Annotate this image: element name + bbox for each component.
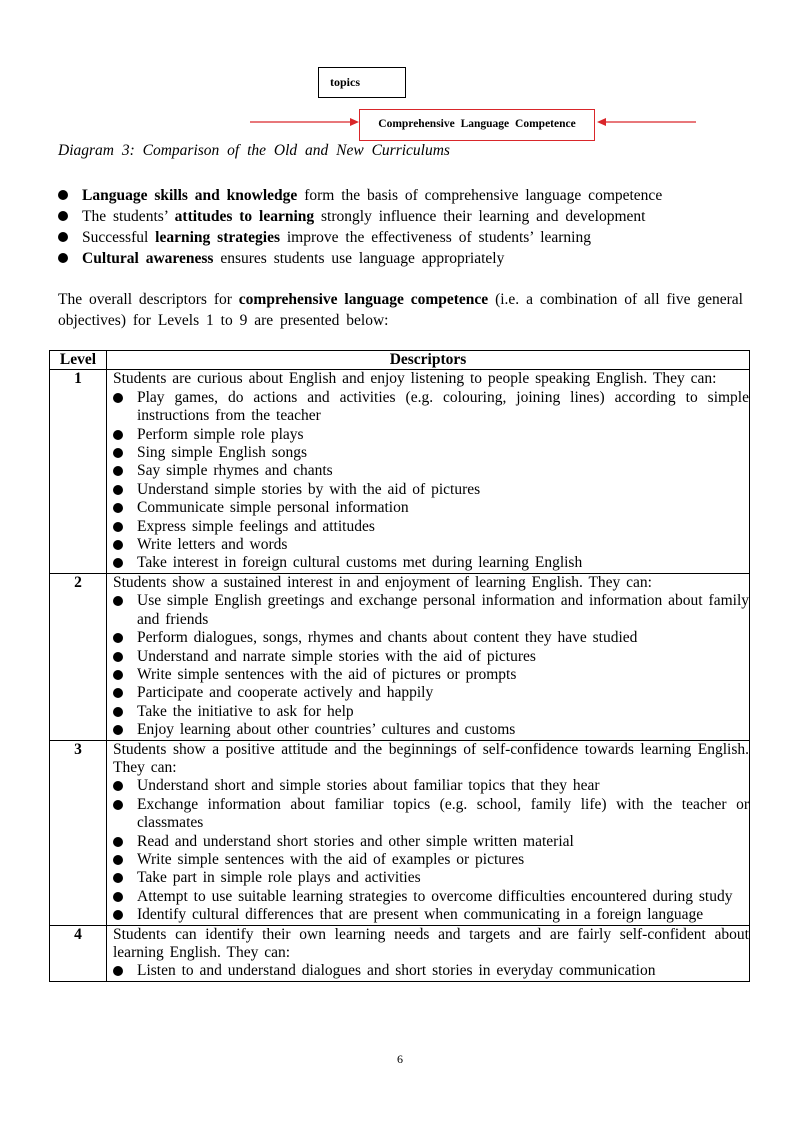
list-item xyxy=(113,703,749,721)
level-cell: 1 xyxy=(50,370,107,573)
topics-box: topics xyxy=(318,67,406,98)
summary-bullets xyxy=(58,185,662,269)
bullet-icon xyxy=(113,873,123,883)
list-item-text: Understand simple stories by with the aid of pictures xyxy=(137,480,481,498)
bullet-icon xyxy=(58,232,68,242)
bullet-item: Language skills and knowledge form the basis of comprehensive language competence xyxy=(58,185,662,206)
list-item-text: Use simple English greetings and exchange personal information and information about family and friends xyxy=(137,592,749,628)
list-item-text: Understand short and simple stories about familiar topics that they hear xyxy=(137,777,600,795)
page-number: 6 xyxy=(397,1052,403,1066)
descriptor-cell xyxy=(107,925,750,981)
table-row xyxy=(50,740,750,925)
bullet-icon xyxy=(113,448,123,458)
list-item xyxy=(113,648,749,666)
descriptor-lead: Students show a sustained interest in and enjoyment of learning English. They can: xyxy=(113,573,652,591)
list-item-text: Perform simple role plays xyxy=(137,425,304,443)
table-row xyxy=(50,370,750,573)
bullet-icon xyxy=(113,485,123,495)
list-item-text: Perform dialogues, songs, rhymes and chants about content they have studied xyxy=(137,629,638,647)
list-item-text: Say simple rhymes and chants xyxy=(137,462,333,480)
left-arrow xyxy=(250,117,362,127)
table-row xyxy=(50,925,750,981)
descriptor-cell xyxy=(107,370,750,573)
list-item-text: Write simple sentences with the aid of pictures or prompts xyxy=(137,665,517,683)
list-item-text: Play games, do actions and activities (e.g. colouring, joining lines) according to simple instructions from the teacher xyxy=(137,388,749,425)
list-item-text: Sing simple English songs xyxy=(137,444,308,462)
descriptor-cell xyxy=(107,573,750,740)
descriptor-list xyxy=(113,777,749,924)
bullet-icon xyxy=(113,393,123,403)
table-row xyxy=(50,573,750,740)
list-item xyxy=(113,426,749,444)
bullet-icon xyxy=(113,892,123,902)
bullet-icon xyxy=(113,430,123,440)
right-arrow xyxy=(596,117,696,127)
bullet-icon xyxy=(58,211,68,221)
list-item-text: Identify cultural differences that are present when communicating in a foreign language xyxy=(137,906,704,924)
list-item xyxy=(113,888,749,906)
list-item-text: Write letters and words xyxy=(137,536,288,554)
list-item xyxy=(113,684,749,702)
list-item xyxy=(113,869,749,887)
bullet-icon xyxy=(58,253,68,263)
bullet-item: Successful learning strategies improve the effectiveness of students’ learning xyxy=(58,227,662,248)
descriptors-header: Descriptors xyxy=(107,351,750,370)
bullet-icon xyxy=(113,503,123,513)
bullet-icon xyxy=(113,800,123,810)
diagram-caption: Diagram 3: Comparison of the Old and New Curriculums xyxy=(58,142,450,159)
bullet-icon xyxy=(113,652,123,662)
bullet-icon xyxy=(113,466,123,476)
bullet-icon xyxy=(58,190,68,200)
level-cell: 2 xyxy=(50,573,107,740)
descriptors-table xyxy=(49,350,750,982)
list-item xyxy=(113,833,749,851)
bullet-icon xyxy=(113,633,123,643)
list-item xyxy=(113,536,749,554)
list-item-text: Take part in simple role plays and activities xyxy=(137,869,421,887)
list-item xyxy=(113,796,749,833)
list-item-text: Write simple sentences with the aid of examples or pictures xyxy=(137,850,525,868)
list-item-text: Take the initiative to ask for help xyxy=(137,702,354,720)
descriptor-list xyxy=(113,962,749,980)
bullet-icon xyxy=(113,596,123,606)
list-item-text: Listen to and understand dialogues and short stories in everyday communication xyxy=(137,962,656,980)
list-item xyxy=(113,554,749,572)
descriptor-lead: Students show a positive attitude and the beginnings of self-confidence towards learning English. They can: xyxy=(113,740,749,776)
list-item xyxy=(113,777,749,795)
list-item xyxy=(113,389,749,426)
bullet-icon xyxy=(113,781,123,791)
level-cell: 3 xyxy=(50,740,107,925)
bullet-icon xyxy=(113,522,123,532)
list-item-text: Express simple feelings and attitudes xyxy=(137,517,375,535)
bullet-icon xyxy=(113,558,123,568)
list-item xyxy=(113,666,749,684)
bullet-icon xyxy=(113,670,123,680)
intro-paragraph: The overall descriptors for comprehensive language competence (i.e. a combination of all five general objectives) for Levels 1 to 9 are presented below: xyxy=(58,291,743,329)
list-item-text: Enjoy learning about other countries’ cultures and customs xyxy=(137,721,516,739)
list-item xyxy=(113,462,749,480)
list-item-text: Exchange information about familiar topics (e.g. school, family life) with the teacher or classmates xyxy=(137,795,749,832)
list-item xyxy=(113,962,749,980)
list-item xyxy=(113,499,749,517)
competence-box: Comprehensive Language Competence xyxy=(359,109,595,141)
list-item xyxy=(113,592,749,629)
descriptor-lead: Students can identify their own learning needs and targets and are fairly self-confident about learning English. They can: xyxy=(113,925,749,961)
list-item-text: Attempt to use suitable learning strategies to overcome difficulties encountered during study xyxy=(137,887,733,905)
descriptor-list xyxy=(113,592,749,739)
list-item-text: Participate and cooperate actively and happily xyxy=(137,684,434,702)
level-cell: 4 xyxy=(50,925,107,981)
list-item xyxy=(113,906,749,924)
bullet-item: Cultural awareness ensures students use language appropriately xyxy=(58,248,662,269)
bullet-icon xyxy=(113,837,123,847)
bullet-icon xyxy=(113,707,123,717)
descriptor-lead: Students are curious about English and enjoy listening to people speaking English. They can: xyxy=(113,370,717,388)
list-item-text: Read and understand short stories and other simple written material xyxy=(137,832,574,850)
list-item xyxy=(113,721,749,739)
list-item xyxy=(113,518,749,536)
list-item xyxy=(113,444,749,462)
list-item-text: Take interest in foreign cultural customs met during learning English xyxy=(137,554,583,572)
list-item xyxy=(113,481,749,499)
descriptor-list xyxy=(113,389,749,573)
descriptor-cell xyxy=(107,740,750,925)
list-item xyxy=(113,629,749,647)
bullet-item: The students’ attitudes to learning strongly influence their learning and development xyxy=(58,206,662,227)
list-item xyxy=(113,851,749,869)
bullet-icon xyxy=(113,855,123,865)
bullet-icon xyxy=(113,725,123,735)
bullet-icon xyxy=(113,910,123,920)
bullet-icon xyxy=(113,688,123,698)
list-item-text: Communicate simple personal information xyxy=(137,499,409,517)
list-item-text: Understand and narrate simple stories with the aid of pictures xyxy=(137,647,536,665)
table-header-row xyxy=(50,351,750,370)
bullet-icon xyxy=(113,966,123,976)
bullet-icon xyxy=(113,540,123,550)
level-header: Level xyxy=(50,351,107,370)
